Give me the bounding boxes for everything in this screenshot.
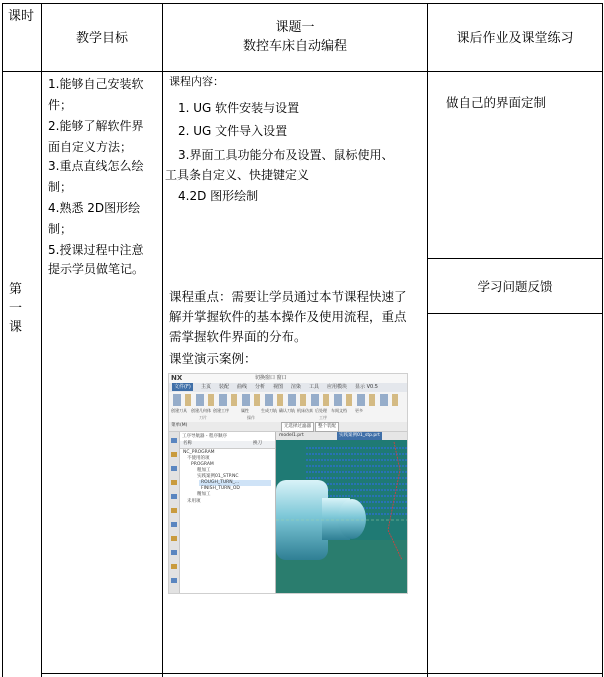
- content-item: 3.界面工具功能分布及设置、鼠标使用、: [178, 148, 394, 162]
- content-item: 4.2D 图形绘制: [178, 189, 259, 203]
- goal-line: 制；: [48, 180, 73, 194]
- focus-line: 解并掌握软件的基本操作及使用流程，重点: [169, 309, 407, 324]
- nx-ribbon-label[interactable]: 生成刀轨: [261, 408, 277, 413]
- demo-label: 课堂演示案例：: [169, 351, 257, 366]
- nx-ribbon-label[interactable]: 属性: [241, 408, 249, 413]
- nx-navigator-title: 工序导航器 - 程序顺序: [182, 434, 227, 439]
- table-col-divider-2: [162, 3, 163, 677]
- table-bottom-divider: [41, 673, 603, 674]
- nx-menu-tab[interactable]: 渲染: [291, 384, 302, 390]
- nx-resource-icons[interactable]: [171, 438, 177, 588]
- focus-line: 需掌握软件界面的分布。: [169, 329, 307, 344]
- goal-line: 面自定义方法；: [48, 140, 133, 154]
- nx-ribbon-group: 工序: [319, 415, 327, 420]
- nx-title-bar: [169, 374, 407, 383]
- nx-nav-node[interactable]: 粗加工: [197, 468, 211, 473]
- homework-feedback-divider: [427, 258, 603, 259]
- goal-line: 件；: [48, 98, 73, 112]
- nx-menu-tab[interactable]: 主页: [201, 384, 212, 390]
- nx-nav-node[interactable]: 未用项: [187, 499, 201, 504]
- nx-menu-tab[interactable]: 曲线: [237, 384, 248, 390]
- period-char-1: 第: [9, 282, 23, 297]
- nx-nav-node[interactable]: NC_PROGRAM: [183, 450, 215, 455]
- header-homework: 课后作业及课堂练习: [456, 31, 574, 46]
- nx-ribbon-label[interactable]: 创建几何体: [191, 408, 211, 413]
- goal-line: 2.能够了解软件界: [48, 119, 144, 133]
- nx-logo: NX: [171, 374, 183, 382]
- nx-ribbon-label[interactable]: 更多: [355, 408, 363, 413]
- nx-ribbon-label[interactable]: 机床仿真: [297, 408, 313, 413]
- nx-nav-node[interactable]: 实践案例01_STP.NC: [197, 474, 239, 479]
- goal-line: 3.重点直线怎么绘: [48, 159, 144, 173]
- header-topic-line2: 数控车床自动编程: [242, 39, 347, 54]
- header-period: 课时: [8, 9, 35, 24]
- nx-screenshot: [168, 373, 408, 594]
- nx-nav-node[interactable]: ROUGH_TURN_...: [201, 480, 240, 485]
- nx-ribbon-label[interactable]: 车间文档: [331, 408, 347, 413]
- goal-line: 1.能够自己安装软: [48, 77, 144, 91]
- nx-menu-tab[interactable]: 分析: [255, 384, 266, 390]
- table-border-top: [2, 3, 603, 4]
- table-col-divider-1: [41, 3, 42, 677]
- nx-ribbon-group: 操作: [247, 415, 255, 420]
- nx-scope-select[interactable]: 整个装配: [315, 422, 339, 432]
- nx-nav-node[interactable]: 不使用的项: [187, 456, 210, 461]
- content-title: 课程内容：: [169, 75, 224, 88]
- goal-line: 5.授课过程中注意: [48, 243, 144, 257]
- table-header-divider: [2, 71, 603, 72]
- header-goals: 教学目标: [75, 31, 128, 46]
- nx-ribbon-group: 刀片: [199, 415, 207, 420]
- table-border-left: [2, 3, 3, 677]
- nx-menu-tab[interactable]: 显示 V0.5: [355, 384, 378, 390]
- nx-ribbon-icons: [173, 394, 403, 406]
- homework-text: 做自己的界面定制: [446, 95, 547, 110]
- nx-ribbon-label[interactable]: 确认刀轨: [279, 408, 295, 413]
- table-border-right: [602, 3, 603, 677]
- nx-ribbon-label[interactable]: 创建工序: [213, 408, 229, 413]
- nx-nav-col-name: 名称: [183, 441, 192, 446]
- nx-nav-node[interactable]: PROGRAM: [191, 462, 214, 467]
- content-item: 工具条自定义、快捷键定义: [165, 168, 310, 182]
- content-item: 1. UG 软件安装与设置: [178, 101, 300, 115]
- nx-menu-tab[interactable]: 视图: [273, 384, 284, 390]
- goal-line: 4.熟悉 2D图形绘: [48, 201, 141, 215]
- nx-menu-tab[interactable]: 装配: [219, 384, 230, 390]
- nx-menu-tab[interactable]: 应用模块: [327, 384, 348, 390]
- nx-title-text: 切换窗口 窗口: [255, 375, 287, 381]
- nx-graphics-viewport[interactable]: [276, 440, 407, 593]
- nx-menu-file[interactable]: 文件(F): [174, 384, 191, 390]
- period-char-2: 一: [9, 301, 23, 316]
- nx-ribbon-label[interactable]: 创建刀具: [171, 408, 187, 413]
- nx-menu-tab[interactable]: 工具: [309, 384, 320, 390]
- nx-nav-col-path: 换刀: [253, 441, 262, 446]
- nx-viewport-tab[interactable]: model1.prt: [279, 433, 304, 438]
- nx-menu-button[interactable]: 菜单(M): [171, 423, 188, 428]
- nx-filter-select[interactable]: 无选择过滤器: [281, 422, 314, 432]
- nx-viewport-tab-active[interactable]: 实践案例01_stp.prt: [339, 433, 380, 438]
- table-col-divider-3: [427, 3, 428, 677]
- focus-line: 课程重点：需要让学员通过本节课程快速了: [169, 289, 407, 304]
- feedback-label: 学习问题反馈: [477, 279, 553, 294]
- nx-nav-node[interactable]: FINISH_TURN_OD: [201, 486, 240, 491]
- feedback-body-divider: [427, 313, 603, 314]
- goal-line: 提示学员做笔记。: [48, 262, 145, 276]
- period-char-3: 课: [9, 320, 23, 335]
- header-topic-line1: 课题一: [275, 20, 315, 35]
- content-item: 2. UG 文件导入设置: [178, 124, 288, 138]
- nx-ribbon-label[interactable]: 后处理: [315, 408, 327, 413]
- nx-nav-node[interactable]: 精加工: [197, 492, 211, 497]
- goal-line: 制；: [48, 222, 73, 236]
